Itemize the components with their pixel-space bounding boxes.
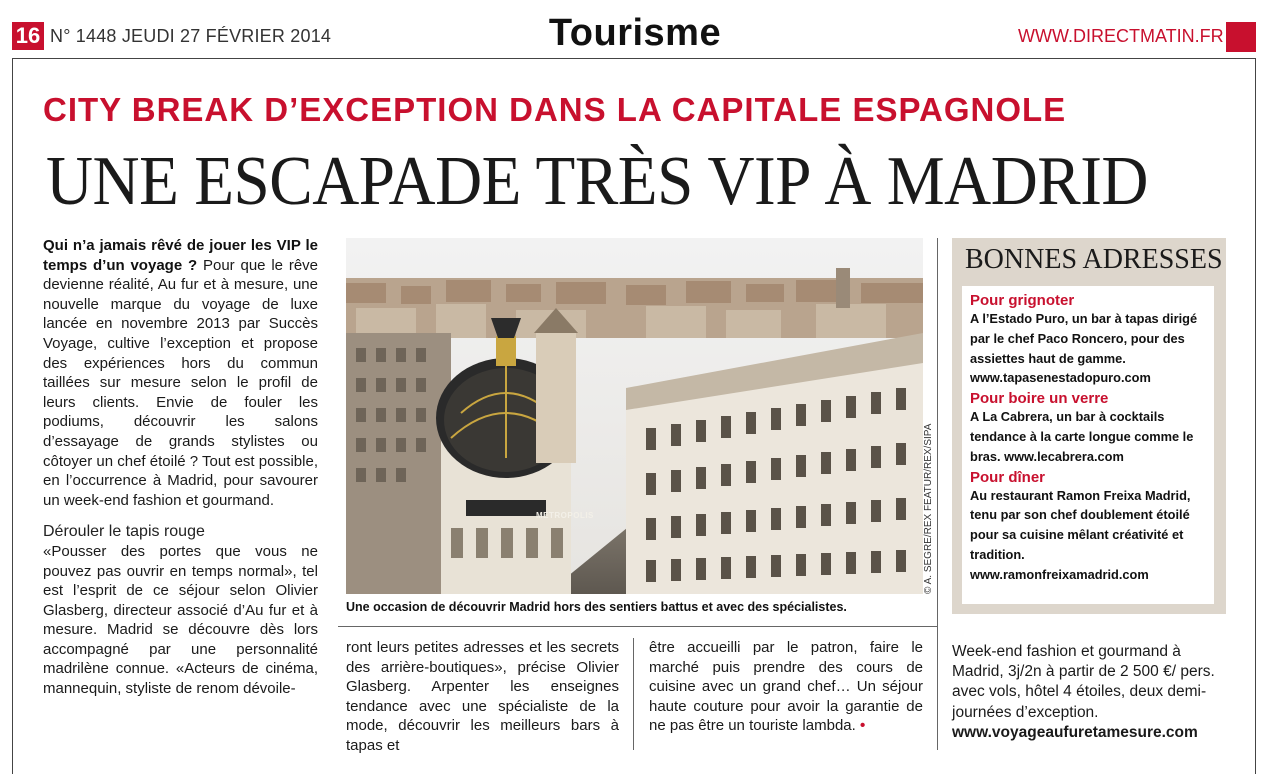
article-kicker: CITY BREAK D’EXCEPTION DANS LA CAPITALE ESPAGNOLE: [43, 91, 1067, 128]
article-column-1-end: «Pousser des portes que vous ne pouvez pas ouvrir en temps normal», tel est l’esprit de ce séjour selon Olivier Glasberg, directeur associé d’Au fur et à mesure. Madrid se découvre dès lors accompagné par une personnalité madrilène connue. «Acteurs de cinéma, mannequin, styliste de renom dévoile-: [43, 542, 318, 698]
address-text: A l’Estado Puro, un bar à tapas dirigé par le chef Paco Roncero, pour des assiettes haut de gamme. www.tapasenestadopuro.com: [970, 311, 1198, 386]
caption-divider: [338, 626, 938, 627]
photo-caption: Une occasion de découvrir Madrid hors des sentiers battus et avec des spécialistes.: [346, 600, 847, 614]
article-column-2: ront leurs petites adresses et les secrets des arrière-boutiques», précise Olivier Glasberg. Arpenter les enseignes tendance avec une spécialiste de la mode, découvrir les meilleurs bars à tapas et: [346, 639, 619, 754]
address-heading: Pour grignoter: [970, 292, 1075, 309]
address-item: [970, 469, 1206, 585]
column-divider: [633, 638, 634, 750]
address-item: [970, 390, 1206, 466]
address-heading: Pour boire un verre: [970, 390, 1109, 408]
article-intro-paragraph: [43, 236, 318, 510]
practical-info-url[interactable]: www.voyageaufuretamesure.com: [952, 723, 1198, 741]
madrid-photo: [346, 238, 923, 594]
photo-credit-text: © A. SEGRE/REX FEATUR/REX/SIPA: [923, 423, 934, 594]
page-number: 16: [12, 22, 44, 50]
article-column-3-text: être accueilli par le patron, faire le marché puis prendre des cours de cuisine avec un grand chef… Un séjour haute couture pour avoir la garantie de ne pas être un touriste lambda.: [649, 639, 923, 735]
article-headline: UNE ESCAPADE TRÈS VIP À MADRID: [46, 143, 1148, 220]
article-intro: Pour que le rêve devienne réalité, Au fur et à mesure, une nouvelle marque du voyage de luxe lancée en novembre 2013 par Succès Voyage, cultive l’exception et propose des expériences hors du commun taillées sur mesure selon le profil de leurs clients. Envie de fouler les podiums, découvrir les salons d’essayage de grands stylistes ou côtoyer un chef étoilé ? Tout est possible, en l’occurrence à Madrid, pour savourer un week-end fashion et gourmand.: [43, 256, 319, 509]
header-color-block: [1226, 22, 1256, 52]
addresses-box-title: BONNES ADRESSES: [965, 244, 1223, 275]
photo-credit: [923, 238, 937, 594]
practical-info-text: Week-end fashion et gourmand à Madrid, 3j/2n à partir de 2 500 €/ pers. avec vols, hôtel 4 étoiles, deux demi-journées d’exception.: [952, 643, 1215, 721]
section-title: Tourisme: [548, 12, 722, 54]
article-column-1: [43, 236, 318, 699]
end-bullet: •: [859, 717, 866, 735]
sidebar-divider: [937, 238, 938, 750]
address-text: A La Cabrera, un bar à cocktails tendance à la carte longue comme le bras. www.lecabrera.com: [970, 409, 1194, 464]
article-subhead: Dérouler le tapis rouge: [43, 523, 205, 541]
address-text: Au restaurant Ramon Freixa Madrid, tenu par son chef doublement étoilé pour sa cuisine mêlant créativité et tradition. www.ramonfreixamadrid.com: [970, 487, 1191, 582]
address-heading: Pour dîner: [970, 468, 1046, 486]
site-url-link[interactable]: WWW.DIRECTMATIN.FR: [1018, 26, 1224, 46]
article-lead: Qui n’a jamais rêvé de jouer les VIP le temps d’un voyage ?: [43, 237, 318, 274]
metropolis-sign: METROPOLIS: [536, 511, 594, 520]
address-item: [970, 292, 1206, 388]
practical-info: [952, 642, 1232, 743]
page-header: [0, 0, 1268, 56]
issue-line: N° 1448 JEUDI 27 FÉVRIER 2014: [50, 26, 332, 46]
addresses-list: [962, 286, 1214, 604]
article-column-3: [649, 638, 923, 736]
